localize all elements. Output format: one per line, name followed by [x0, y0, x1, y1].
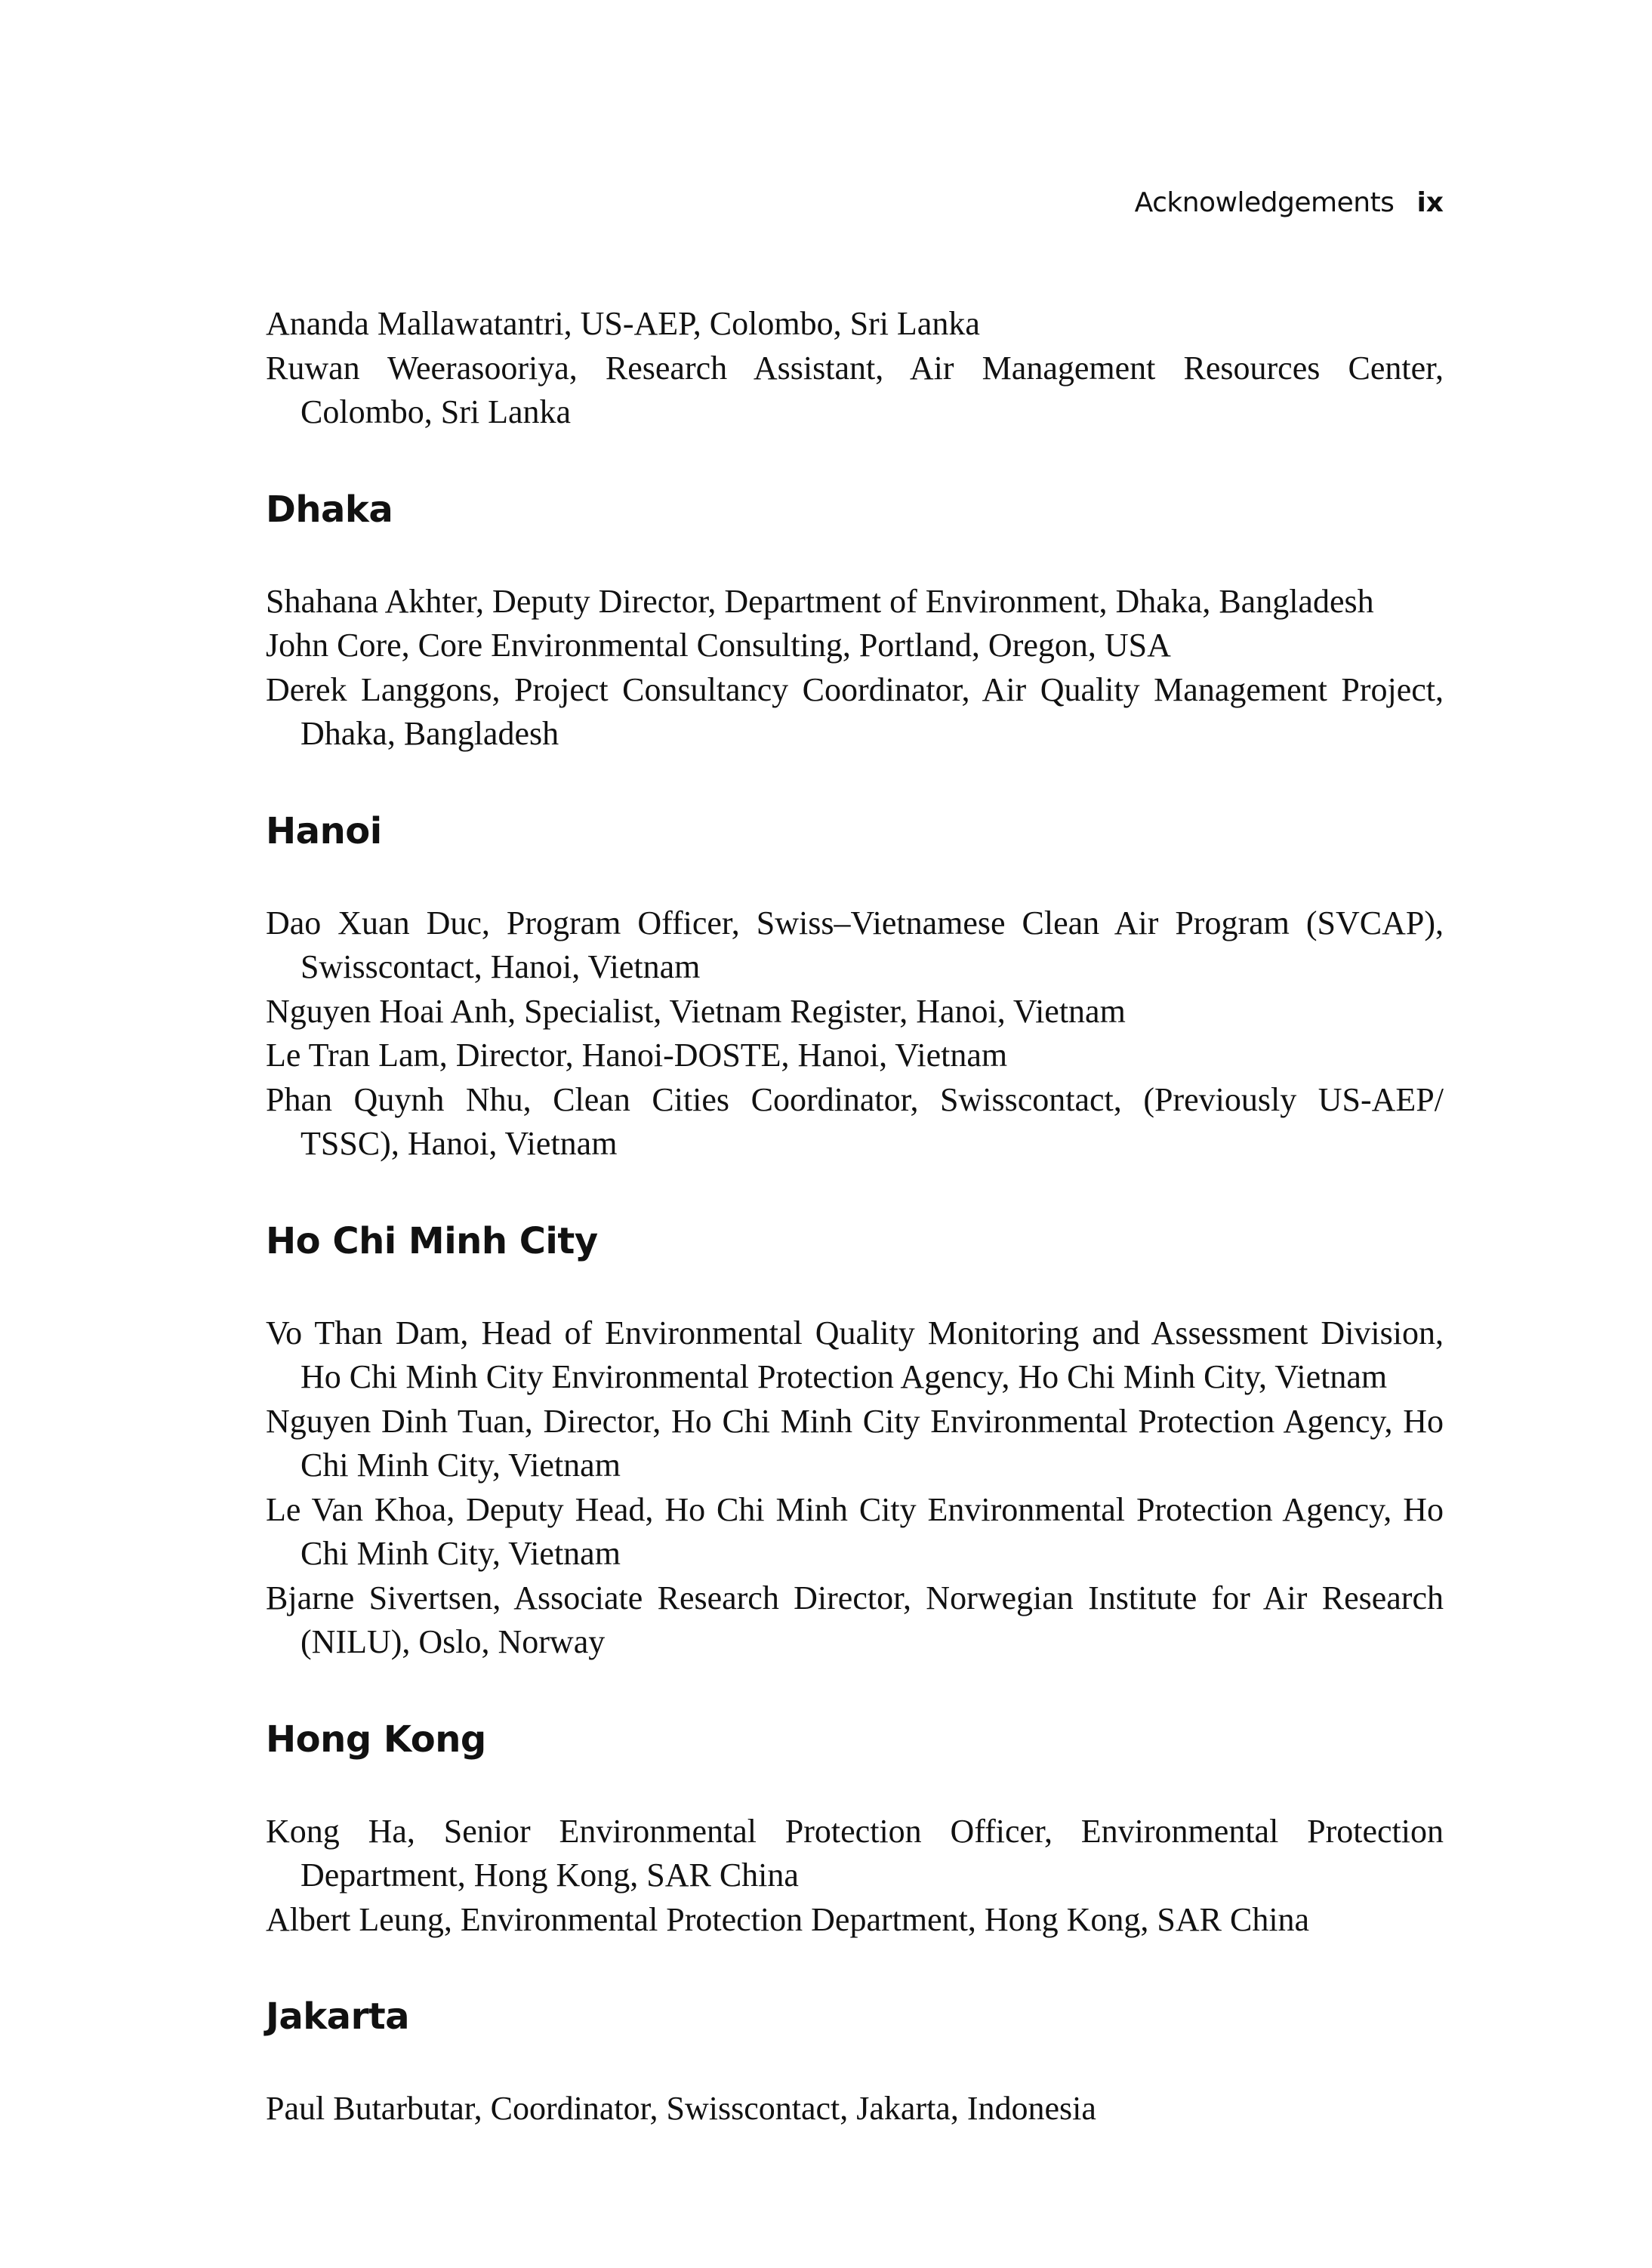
list-item: Nguyen Dinh Tuan, Director, Ho Chi Minh City Environmental Protection Agency, Ho Chi Minh City, Vietnam [266, 1402, 1444, 1484]
list-item: Kong Ha, Senior Environmental Protection Officer, Environmental Protection Department, Hong Kong, SAR China [266, 1812, 1444, 1894]
list-item: Phan Quynh Nhu, Clean Cities Coordinator, Swisscontact, (Previously US-AEP/ TSSC), Hanoi, Vietnam [266, 1080, 1444, 1162]
running-head-title: Acknowledgements [1134, 187, 1395, 218]
list-item: John Core, Core Environmental Consulting, Portland, Oregon, USA [266, 627, 1171, 664]
list-item: Paul Butarbutar, Coordinator, Swisscontact, Jakarta, Indonesia [266, 2090, 1096, 2127]
list-item: Shahana Akhter, Deputy Director, Department of Environment, Dhaka, Bangladesh [266, 582, 1374, 620]
intro-entries [266, 302, 1444, 435]
list-item: Derek Langgons, Project Consultancy Coordinator, Air Quality Management Project, Dhaka, Bangladesh [266, 670, 1444, 752]
list-item: Le Van Khoa, Deputy Head, Ho Chi Minh City Environmental Protection Agency, Ho Chi Minh City, Vietnam [266, 1490, 1444, 1572]
page-number: ix [1416, 187, 1444, 218]
list-item: Nguyen Hoai Anh, Specialist, Vietnam Register, Hanoi, Vietnam [266, 992, 1126, 1030]
running-head [1135, 187, 1444, 218]
list-item: Dao Xuan Duc, Program Officer, Swiss–Vietnamese Clean Air Program (SVCAP), Swisscontact, Hanoi, Vietnam [266, 904, 1444, 985]
acknowledgements-body [266, 302, 1444, 2131]
list-item: Bjarne Sivertsen, Associate Research Director, Norwegian Institute for Air Research (NILU), Oslo, Norway [266, 1579, 1444, 1660]
section-heading: Jakarta [266, 1995, 410, 2038]
list-item: Ruwan Weerasooriya, Research Assistant, Air Management Resources Center, Colombo, Sri Lanka [266, 349, 1444, 430]
section-heading: Dhaka [266, 488, 393, 531]
section-ho-chi-minh-city [266, 1219, 1444, 1665]
section-hanoi [266, 809, 1444, 1166]
list-item: Vo Than Dam, Head of Environmental Quality Monitoring and Assessment Division, Ho Chi Minh City Environmental Protection Agency, Ho Chi Minh City, Vietnam [266, 1314, 1444, 1395]
section-jakarta [266, 1995, 1444, 2131]
section-heading: Hong Kong [266, 1718, 486, 1761]
section-dhaka [266, 488, 1444, 757]
section-heading: Hanoi [266, 809, 382, 852]
list-item: Ananda Mallawatantri, US-AEP, Colombo, Sri Lanka [266, 305, 980, 342]
list-item: Albert Leung, Environmental Protection Department, Hong Kong, SAR China [266, 1900, 1310, 1938]
section-heading: Ho Chi Minh City [266, 1219, 598, 1262]
section-hong-kong [266, 1718, 1444, 1943]
list-item: Le Tran Lam, Director, Hanoi-DOSTE, Hanoi, Vietnam [266, 1037, 1008, 1074]
